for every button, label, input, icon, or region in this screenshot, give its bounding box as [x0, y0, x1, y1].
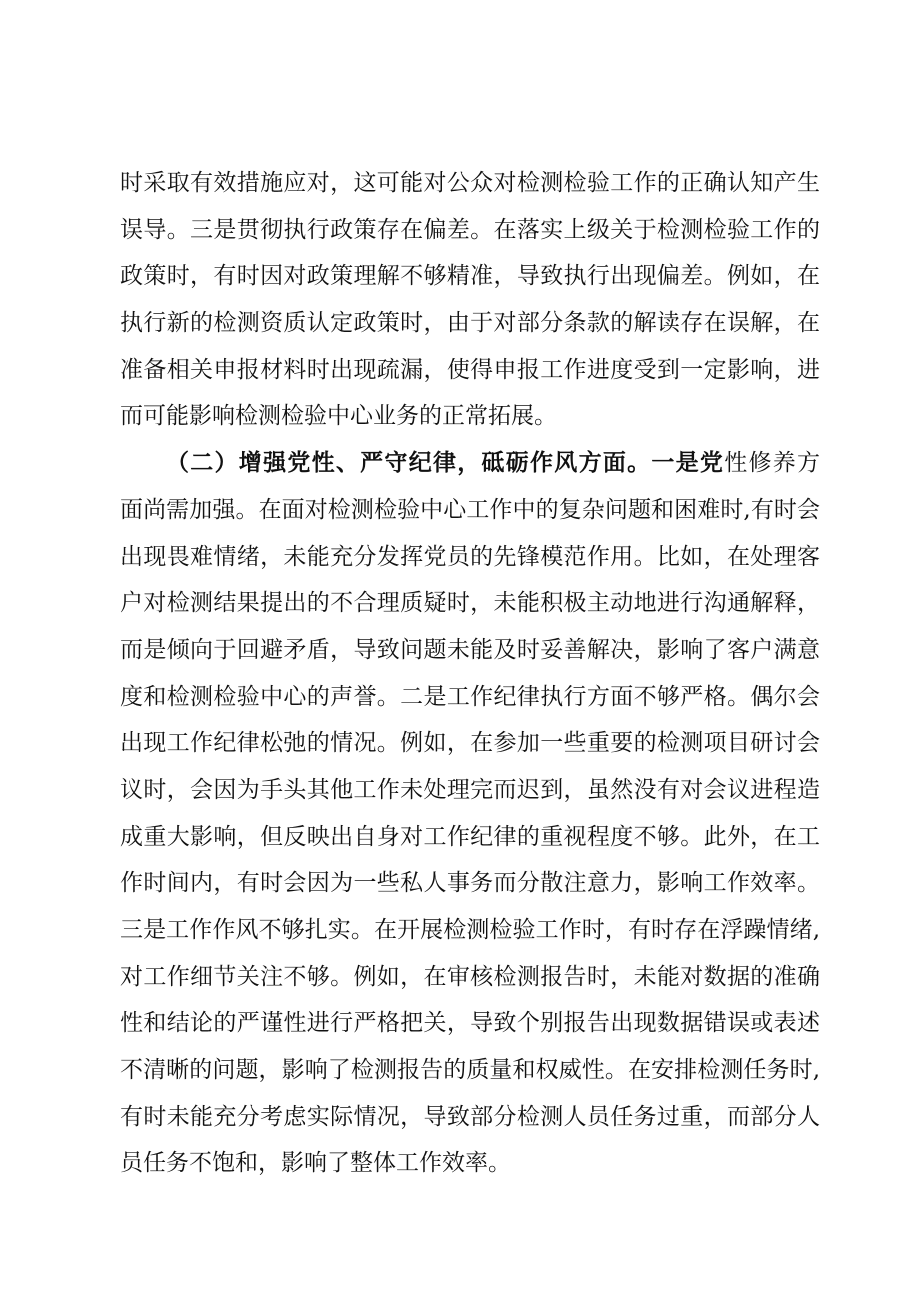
text-line: 度和检测检验中心的声誉。二是工作纪律执行方面不够严格。偶尔会: [120, 683, 820, 710]
text-line: 有时未能充分考虑实际情况，导致部分检测人员任务过重，而部分人: [120, 1103, 820, 1130]
text-line: 而可能影响检测检验中心业务的正常拓展。: [120, 403, 557, 430]
section-heading-line: [120, 440, 820, 487]
text-line: 三是工作作风不够扎实。在开展检测检验工作时，有时存在浮躁情绪,: [120, 917, 820, 943]
section-heading-tail: 性修养方: [724, 450, 821, 477]
text-line: 误导。三是贯彻执行政策存在偏差。在落实上级关于检测检验工作的: [120, 216, 820, 243]
text-line: 议时，会因为手头其他工作未处理完而迟到，虽然没有对会议进程造: [120, 776, 820, 803]
section-heading: （二）增强党性、严守纪律，砥砺作风方面。一是党: [166, 449, 725, 477]
text-line: 不清晰的问题，影响了检测报告的质量和权威性。在安排检测任务时,: [120, 1057, 820, 1084]
text-line: 作时间内，有时会因为一些私人事务而分散注意力，影响工作效率。: [120, 870, 820, 897]
text-line: 出现工作纪律松弛的情况。例如，在参加一些重要的检测项目研讨会: [120, 730, 820, 757]
text-line: 准备相关申报材料时出现疏漏，使得申报工作进度受到一定影响，进: [120, 356, 820, 383]
text-line: 员任务不饱和，影响了整体工作效率。: [120, 1150, 511, 1177]
text-line: 政策时，有时因对政策理解不够精准，导致执行出现偏差。例如，在: [120, 263, 820, 290]
text-line: 时采取有效措施应对，这可能对公众对检测检验工作的正确认知产生: [120, 170, 820, 196]
text-line: 面尚需加强。在面对检测检验中心工作中的复杂问题和困难时,有时会: [120, 496, 820, 523]
text-line: 执行新的检测资质认定政策时，由于对部分条款的解读存在误解，在: [120, 310, 820, 337]
text-line: 性和结论的严谨性进行严格把关，导致个别报告出现数据错误或表述: [120, 1010, 820, 1037]
document-body: [120, 160, 820, 1187]
text-line: 对工作细节关注不够。例如，在审核检测报告时，未能对数据的准确: [120, 963, 820, 990]
text-line: 户对检测结果提出的不合理质疑时，未能积极主动地进行沟通解释，: [120, 590, 820, 617]
text-line: 而是倾向于回避矛盾，导致问题未能及时妥善解决，影响了客户满意: [120, 636, 820, 663]
text-line: 成重大影响，但反映出自身对工作纪律的重视程度不够。此外，在工: [120, 823, 820, 850]
text-line: 出现畏难情绪，未能充分发挥党员的先锋模范作用。比如，在处理客: [120, 543, 820, 570]
